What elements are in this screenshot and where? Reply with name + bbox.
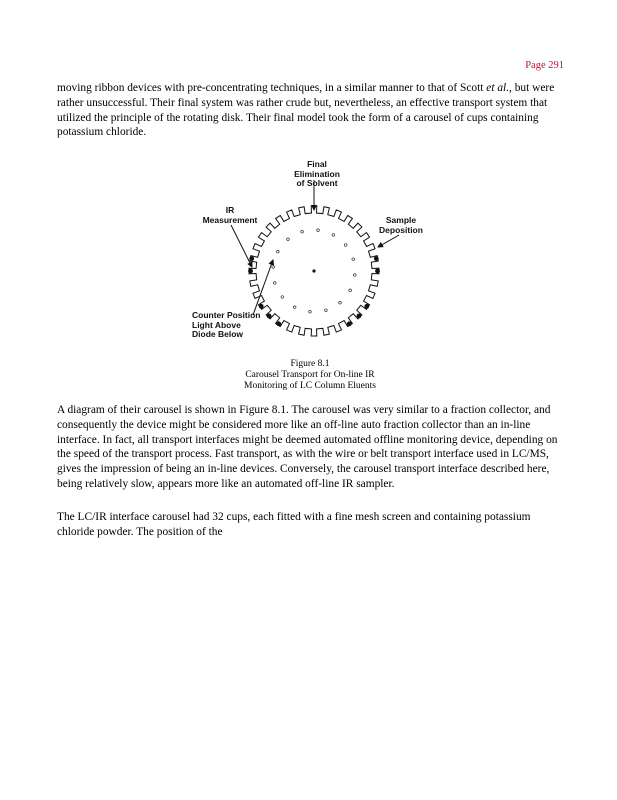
carousel-cup-position-dot xyxy=(317,229,320,232)
carousel-cup-filled xyxy=(347,321,352,326)
carousel-cup-filled xyxy=(364,304,369,309)
label-final-line1: Final xyxy=(307,159,327,169)
carousel-cup-position-dot xyxy=(301,230,304,233)
p1-text-start: moving ribbon devices with pre-concentrating techniques, in a similar manner to that of Scott xyxy=(57,82,487,94)
carousel-cup-position-dot xyxy=(277,250,280,253)
carousel-cup-position-dot xyxy=(287,238,290,241)
p1-italic-citation: et al., xyxy=(486,82,512,94)
p1-text-end: but were rather unsuccessful. Their final system was rather crude but, nevertheless, an effective transport system that utilized the principle of the rotating disk. Their final model took the form of a carousel of cups containing potassium chloride. xyxy=(57,82,555,139)
paragraph-intro xyxy=(57,81,565,140)
carousel-cup-position-dot xyxy=(309,311,312,314)
label-sample-line2: Deposition xyxy=(379,224,423,235)
sample-deposition-arrow xyxy=(378,235,399,247)
label-counter-line1: Counter Position xyxy=(192,310,261,320)
carousel-figure xyxy=(185,160,435,346)
label-final-line2: Elimination xyxy=(294,168,340,179)
carousel-center-dot xyxy=(312,269,315,272)
label-final-elimination xyxy=(277,160,357,189)
carousel-cup-position-dot xyxy=(325,309,328,312)
figure-caption-number: Figure 8.1 xyxy=(290,359,330,369)
carousel-cup-position-dot xyxy=(344,244,347,247)
label-ir-line2: Measurement xyxy=(202,214,258,225)
figure-caption-title-line2: Monitoring of LC Column Eluents xyxy=(244,381,376,391)
label-sample-line1: Sample xyxy=(385,215,417,225)
carousel-cup-position-dot xyxy=(349,289,352,292)
paragraph-interface-cups: The LC/IR interface carousel had 32 cups, each fitted with a fine mesh screen and containing potassium chloride powder. The position of the xyxy=(57,511,531,538)
carousel-cup-filled xyxy=(248,269,253,274)
carousel-cup-position-dot xyxy=(332,234,335,237)
ir-measurement-arrow xyxy=(231,225,252,267)
page-number: Page 291 xyxy=(525,60,564,71)
label-sample-deposition xyxy=(371,216,431,235)
carousel-cup-filled xyxy=(259,304,264,309)
carousel-cup-filled xyxy=(249,256,254,261)
carousel-cup-position-dot xyxy=(272,266,275,269)
label-final-line3: of Solvent xyxy=(296,178,338,189)
carousel-cup-position-dot xyxy=(352,258,355,261)
carousel-cup-position-dot xyxy=(273,282,276,285)
carousel-cup-filled xyxy=(375,269,380,274)
carousel-cup-position-dot xyxy=(281,296,284,299)
carousel-cup-position-dot xyxy=(354,274,357,277)
label-ir-measurement xyxy=(195,206,265,225)
label-ir-line1: IR xyxy=(225,205,235,215)
carousel-cup-filled xyxy=(374,256,379,261)
paragraph-carousel-description: A diagram of their carousel is shown in Figure 8.1. The carousel was very similar to a fraction collector, and consequently the device might be considered more like an off-line auto fraction collector than an in-line interface. In fact, all transport interfaces might be deemed automated offline monitoring device, depending on the speed of the transport process. Fast transport, as with the wire or belt transport interface used in LC/MS, gives the impression of being an in-line devices. Conversely, the carousel transport interface described here, being relatively slow, appears more like an automated off-line IR sampler. xyxy=(57,404,558,490)
label-counter-line2: Light Above xyxy=(192,319,241,330)
label-counter-line3: Diode Below xyxy=(192,329,244,340)
carousel-cup-position-dot xyxy=(293,306,296,309)
label-counter-position xyxy=(192,311,280,340)
carousel-cup-filled xyxy=(357,314,362,319)
carousel-cup-position-dot xyxy=(339,301,342,304)
figure-caption-title-line1: Carousel Transport for On-line IR xyxy=(245,370,375,380)
